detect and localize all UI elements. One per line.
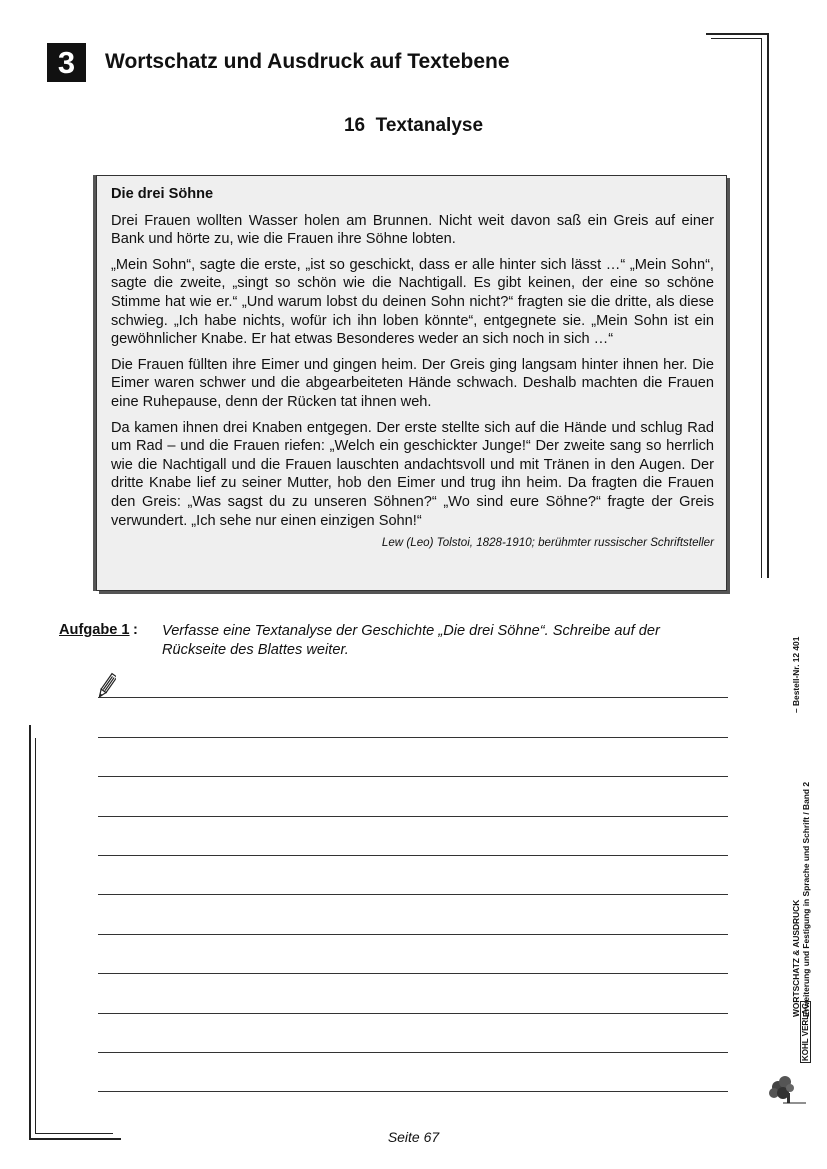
frame-top-right-h2 [711, 38, 762, 39]
section-title [0, 115, 827, 137]
publisher-name: KOHL VERLAG [801, 1002, 810, 1061]
writing-line[interactable] [98, 855, 728, 856]
pencil-icon [98, 672, 116, 700]
series-info [791, 782, 811, 1017]
story-source: Lew (Leo) Tolstoi, 1828-1910; berühmter russischer Schriftsteller [381, 536, 714, 550]
frame-bottom-left-v1 [29, 725, 31, 1139]
writing-line[interactable] [98, 1013, 728, 1014]
writing-line[interactable] [98, 776, 728, 777]
task-colon: : [133, 622, 138, 638]
frame-top-right-h1 [706, 33, 769, 35]
writing-line[interactable] [98, 816, 728, 817]
section-title-text: 16 Textanalyse [343, 115, 484, 136]
writing-line[interactable] [98, 1052, 728, 1053]
story-box [96, 175, 727, 591]
series-subtitle: Erweiterung und Festigung in Sprache und Schrift / Band 2 [801, 782, 811, 1017]
writing-line[interactable] [98, 973, 728, 974]
series-title: WORTSCHATZ & AUSDRUCK [791, 899, 801, 1017]
chapter-title: Wortschatz und Ausdruck auf Textebene [105, 50, 510, 73]
task-text: Verfasse eine Textanalyse der Geschichte „Die drei Söhne“. Schreibe auf der Rückseite des Blattes weiter. [162, 623, 660, 658]
chapter-number-badge: 3 [47, 43, 86, 82]
story-paragraph: Die Frauen füllten ihre Eimer und gingen heim. Der Greis ging langsam hinter ihnen her. Die Eimer waren schwer und die abgearbeiteten Hände schwach. Deshalb machten die Frauen eine Ruhepause, denn der Rücken tat ihnen weh. [111, 356, 714, 410]
task-label: Aufgabe 1 [59, 622, 130, 638]
story-paragraph: „Mein Sohn“, sagte die erste, „ist so geschickt, dass er alle hinter sich lässt …“ „Mein Sohn“, sagte die zweite, „singt so schön wie die Nachtigall. Es gibt keinen, der eine so schöne Stimme hat wie er.“ „Und warum lobst du deinen Sohn nicht?“ fragten sie die dritte, als diese schwieg. „Ich habe nichts, wofür ich ihn loben könnte“, entgegnete sie. „Mein Sohn ist ein gewöhnlicher Knabe. Er hat etwas Besonderes weder an sich noch in sich …“ [111, 256, 714, 348]
page-number: Seite 67 [387, 1129, 440, 1145]
writing-line[interactable] [98, 894, 728, 895]
writing-line[interactable] [98, 737, 728, 738]
story-paragraph: Da kamen ihnen drei Knaben entgegen. Der erste stellte sich auf die Hände und schlug Rad um Rad – und die Frauen riefen: „Welch ein geschickter Junge!“ Der zweite sang so herrlich wie die Nachtigall und die Frauen lauschten andachtsvoll und mit Tränen in den Augen. Der dritte Knabe lief zu seiner Mutter, hob den Eimer und trug ihn heim. Da fragten die Frauen den Greis: „Was sagst du zu unseren Söhnen?“ „Wo sind eure Söhne?“ fragte der Greis verwundert. „Ich sehe nur einen einzigen Sohn!“ [111, 419, 714, 529]
story-paragraph: Drei Frauen wollten Wasser holen am Brunnen. Nicht weit davon saß ein Greis auf einer Bank und hörte zu, wie die Frauen ihre Söhne lobten. [111, 212, 714, 248]
story-title: Die drei Söhne [111, 186, 214, 202]
writing-line[interactable] [98, 1091, 728, 1092]
writing-line[interactable] [98, 697, 728, 698]
frame-bottom-left-v2 [35, 738, 36, 1134]
writing-line[interactable] [98, 934, 728, 935]
order-number: – Bestell-Nr. 12 401 [791, 636, 801, 713]
